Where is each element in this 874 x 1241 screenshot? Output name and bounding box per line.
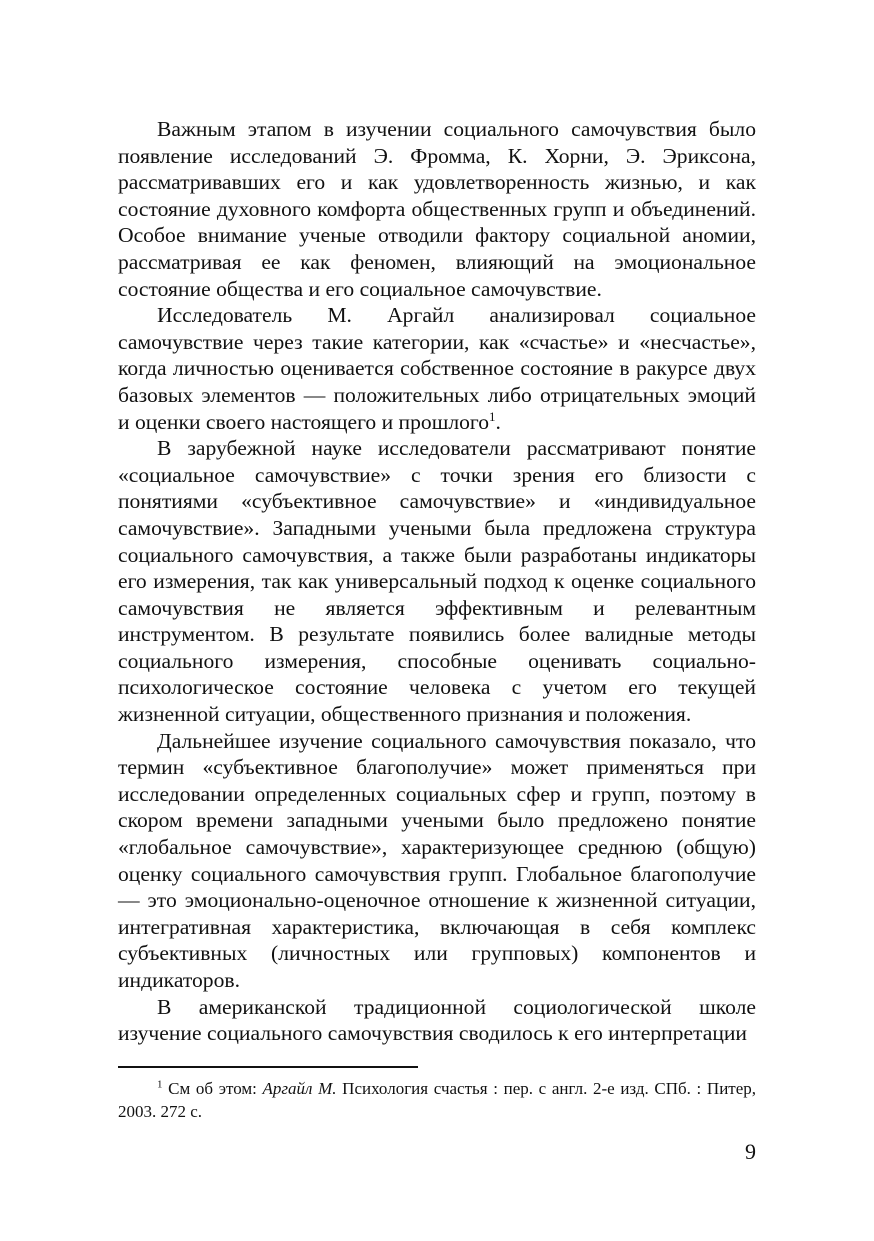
paragraph: В зарубежной науке исследователи рассматривают понятие «социальное самочувствие» с точки зрения его близости с понятиями «субъективное самочувствие» и «индивидуальное самочувствие». Западными учеными была предложена структура социального самочувствия, а также были разработаны индикаторы его измерения, так как универсальный подход к оценке социального самочувствия не является эффективным и релевантным инструментом. В результате появились более валидные методы социального измерения, способные оценивать социально-психологическое состояние человека с учетом его текущей жизненной ситуации, общественного признания и положения. (118, 436, 756, 727)
paragraph: Дальнейшее изучение социального самочувствия показало, что термин «субъективное благополучие» может применяться при исследовании определенных социальных сфер и групп, поэтому в скором времени западными учеными было предложено понятие «глобальное самочувствие», характеризующее среднюю (общую) оценку социального самочувствия групп. Глобальное благополучие — это эмоционально-оценочное отношение к жизненной ситуации, интегративная характеристика, включающая в себя комплекс субъективных (личностных или групповых) компонентов и индикаторов. (118, 728, 756, 992)
paragraph: В американской традиционной социологической школе изучение социального самочувствия сводилось к его интерпретации (118, 994, 756, 1046)
footnote-reference[interactable]: 1 (489, 408, 496, 424)
paragraph-text: Исследователь М. Аргайл анализировал социальное самочувствие через такие категории, как «счастье» и «несчастье», когда личностью оценивается собственное состояние в ракурсе двух базовых элементов — положительных либо отрицательных эмоций и оценки своего настоящего и прошлого (118, 303, 756, 434)
footnote-author: Аргайл М. (262, 1079, 337, 1098)
footnote (118, 1077, 756, 1123)
footnote-prefix: См об этом: (168, 1079, 263, 1098)
paragraph (118, 302, 756, 435)
paragraph-tail: . (495, 409, 501, 434)
page-number: 9 (745, 1139, 756, 1164)
main-text (118, 116, 756, 1047)
footnote-citation: Психология счастья : пер. с англ. 2-е изд. СПб. : Питер, 2003. 272 с. (118, 1079, 757, 1121)
footnote-number: 1 (157, 1078, 163, 1091)
footnote-divider (118, 1066, 418, 1068)
paragraph: Важным этапом в изучении социального самочувствия было появление исследований Э. Фромма, К. Хорни, Э. Эриксона, рассматривавших его и как удовлетворенность жизнью, и как состояние духовного комфорта общественных групп и объединений. Особое внимание ученые отводили фактору социальной аномии, рассматривая ее как феномен, влияющий на эмоциональное состояние общества и его социальное самочувствие. (118, 117, 756, 301)
